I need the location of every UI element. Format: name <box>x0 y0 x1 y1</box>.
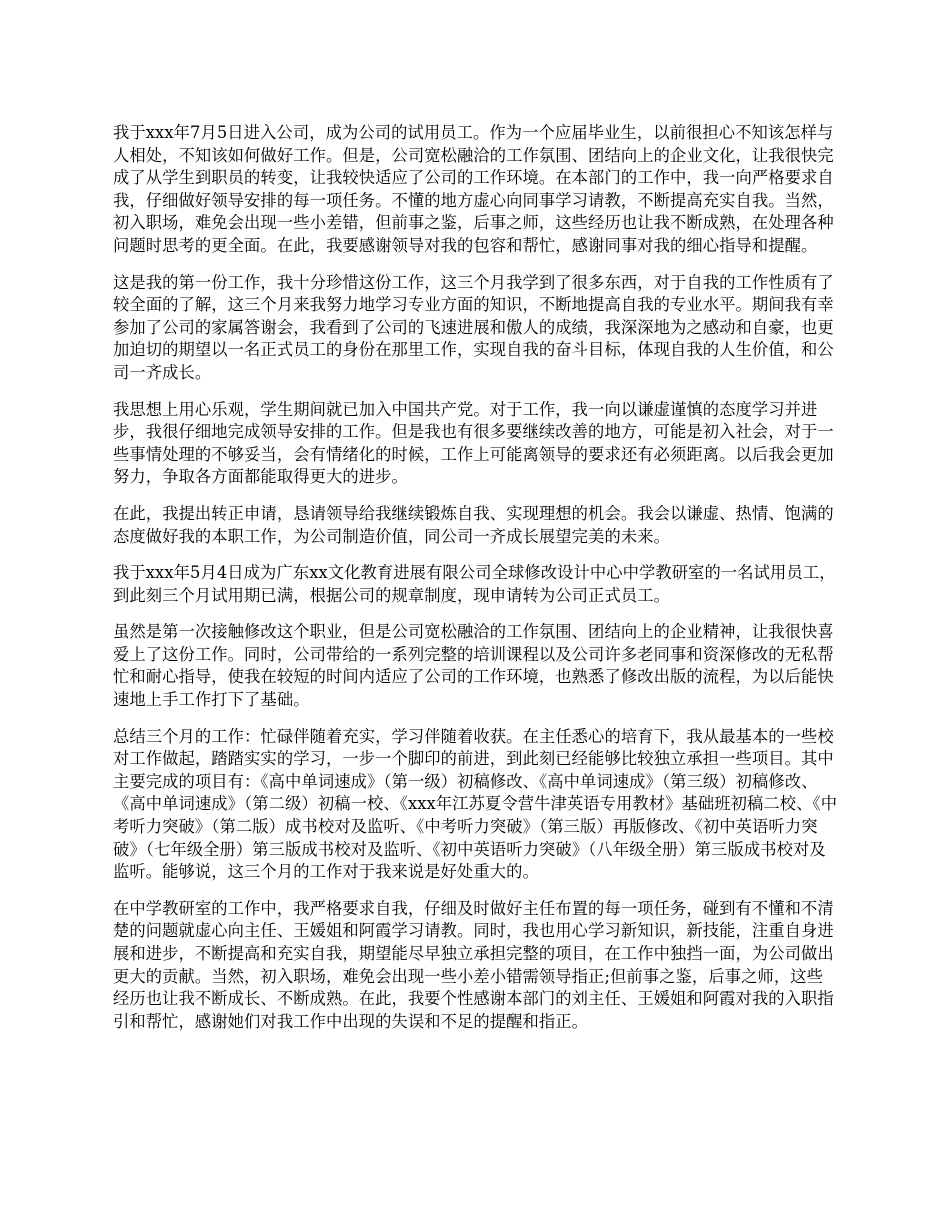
paragraph: 虽然是第一次接触修改这个职业，但是公司宽松融洽的工作氛围、团结向上的企业精神，让我很快喜爱上了这份工作。同时，公司带给的一系列完整的培训课程以及公司许多老同事和资深修改的无私帮忙和耐心指导，使我在较短的时间内适应了公司的工作环境，也熟悉了修改出版的流程，为以后能快速地上手工作打下了基础。 <box>113 622 834 710</box>
paragraph: 在中学教研室的工作中，我严格要求自我，仔细及时做好主任布置的每一项任务，碰到有不懂和不清楚的问题就虚心向主任、王媛姐和阿霞学习请教。同时，我也用心学习新知识，新技能，注重自身进展和进步，不断提高和充实自我，期望能尽早独立承担完整的项目，在工作中独挡一面，为公司做出更大的贡献。当然，初入职场，难免会出现一些小差小错需领导指正;但前事之鉴，后事之师，这些经历也让我不断成长、不断成熟。在此，我要个性感谢本部门的刘主任、王媛姐和阿霞对我的入职指引和帮忙，感谢她们对我工作中出现的失误和不足的提醒和指正。 <box>113 898 834 1031</box>
paragraph: 我于xxx年5月4日成为广东xx文化教育进展有限公司全球修改设计中心中学教研室的一名试用员工，到此刻三个月试用期已满，根据公司的规章制度，现申请转为公司正式员工。 <box>113 563 836 605</box>
paragraph: 总结三个月的工作：忙碌伴随着充实，学习伴随着收获。在主任悉心的培育下，我从最基本的一些校对工作做起，踏踏实实的学习，一步一个脚印的前进，到此刻已经能够比较独立承担一些项目。其中主要完成的项目有：《高中单词速成》（第一级）初稿修改、《高中单词速成》（第三级）初稿修改、《高中单词速成》（第二级）初稿一校、《xxx年江苏夏令营牛津英语专用教材》基础班初稿二校、《中考听力突破》（第二版）成书校对及监听、《中考听力突破》（第三版）再版修改、《初中英语听力突破》（七年级全册）第三版成书校对及监听、《初中英语听力突破》（八年级全册）第三版成书校对及监听。能够说，这三个月的工作对于我来说是好处重大的。 <box>113 726 838 882</box>
paragraph: 在此，我提出转正申请，恳请领导给我继续锻炼自我、实现理想的机会。我会以谦虚、热情、饱满的态度做好我的本职工作，为公司制造价值，同公司一齐成长展望完美的未来。 <box>113 503 834 546</box>
paragraph: 我于xxx年7月5日进入公司，成为公司的试用员工。作为一个应届毕业生，以前很担心不知该怎样与人相处，不知该如何做好工作。但是，公司宽松融洽的工作氛围、团结向上的企业文化，让我很快完成了从学生到职员的转变，让我较快适应了公司的工作环境。在本部门的工作中，我一向严格要求自我，仔细做好领导安排的每一项任务。不懂的地方虚心向同事学习请教，不断提高充实自我。当然，初入职场，难免会出现一些小差错，但前事之鉴，后事之师，这些经历也让我不断成熟，在处理各种问题时思考的更全面。在此，我要感谢领导对我的包容和帮忙，感谢同事对我的细心指导和提醒。 <box>113 123 834 255</box>
paragraph: 我思想上用心乐观，学生期间就已加入中国共产党。对于工作，我一向以谦虚谨慎的态度学习并进步，我很仔细地完成领导安排的工作。但是我也有很多要继续改善的地方，可能是初入社会，对于一些事情处理的不够妥当，会有情绪化的时候，工作上可能离领导的要求还有必须距离。以后我会更加努力，争取各方面都能取得更大的进步。 <box>113 399 834 487</box>
document-body <box>113 122 839 1047</box>
paragraph: 这是我的第一份工作，我十分珍惜这份工作，这三个月我学到了很多东西，对于自我的工作性质有了较全面的了解，这三个月来我努力地学习专业方面的知识，不断地提高自我的专业水平。期间我有幸参加了公司的家属答谢会，我看到了公司的飞速进展和傲人的成绩，我深深地为之感动和自豪，也更加迫切的期望以一名正式员工的身份在那里工作，实现自我的奋斗目标，体现自我的人生价值，和公司一齐成长。 <box>113 272 834 382</box>
